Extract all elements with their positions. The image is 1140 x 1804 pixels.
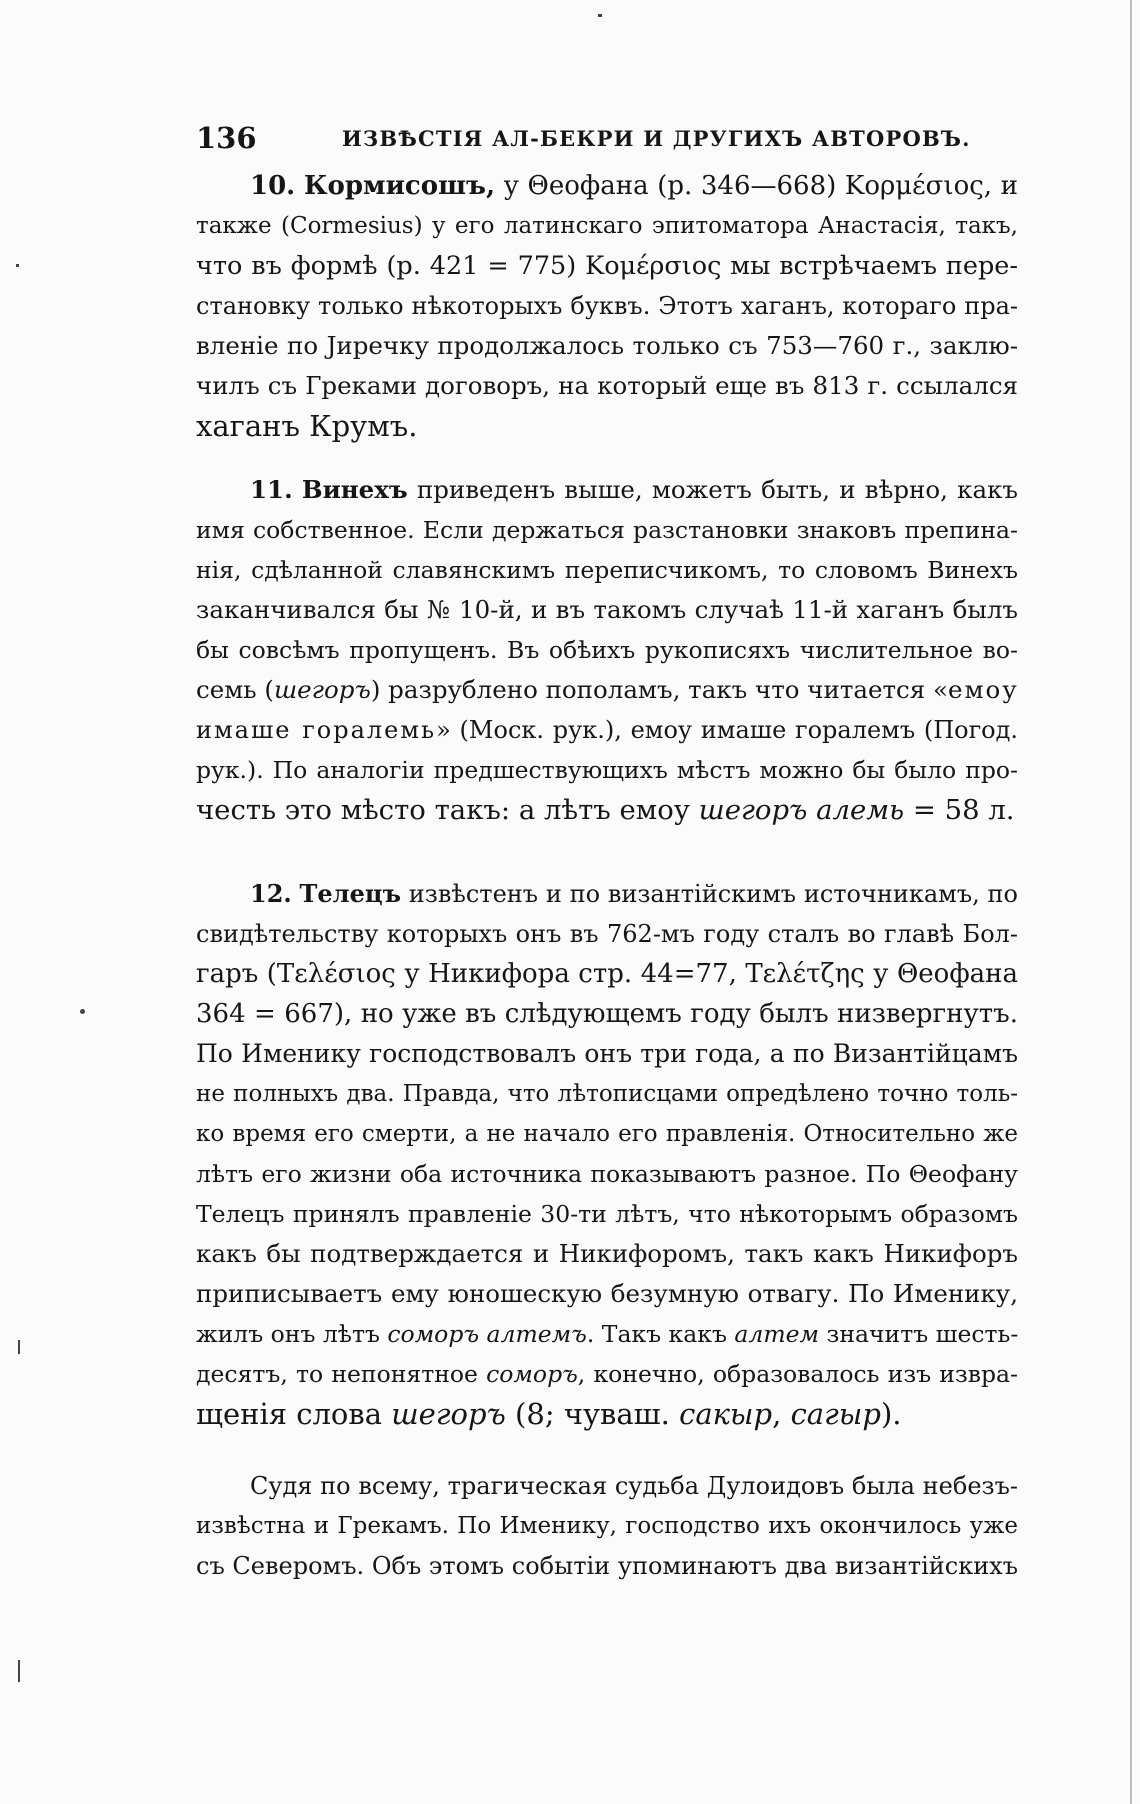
slavonic-word: шегоръ алемь	[698, 794, 905, 826]
paragraph-13-line: извѣстна и Грекамъ. По Именику, господство ихъ окончилось уже	[196, 1513, 1018, 1539]
paragraph-10-line: что въ формѣ (р. 421 = 775) Κομέρσιος мы встрѣчаемъ пере-	[196, 251, 1018, 281]
paragraph-13-line: Судя по всему, трагическая судьба Дулоидовъ была небезъ-	[250, 1472, 1018, 1500]
paragraph-11-line: нія, сдѣланной славянскимъ переписчикомъ, то словомъ Винехъ	[196, 556, 1018, 584]
paragraph-12-line: какъ бы подтверждается и Никифоромъ, такъ какъ Никифоръ	[196, 1239, 1018, 1268]
paragraph-10-line: чилъ съ Греками договоръ, на который еще въ 813 г. ссылался	[196, 371, 1018, 400]
paragraph-12-line: 364 = 667), но уже въ слѣдующемъ году былъ низвергнутъ.	[196, 999, 1018, 1029]
paragraph-12-line: лѣтъ его жизни оба источника показываютъ разное. По Θеофану	[196, 1160, 1018, 1188]
paragraph-12-line: По Именику господствовалъ онъ три года, а по Византійцамъ	[196, 1039, 1018, 1068]
paragraph-11-line: рук.). По аналогіи предшествующихъ мѣстъ можно бы было про-	[196, 756, 1018, 784]
paragraph-12-line: жилъ онъ лѣтъ соморъ алтемъ. Такъ какъ алтем значитъ шесть-	[196, 1320, 1019, 1348]
paragraph-12-name: Телецъ	[299, 879, 402, 908]
paragraph-12-number: 12.	[250, 879, 292, 908]
paragraph-12-line: приписываетъ ему юношескую безумную отвагу. По Именику,	[196, 1279, 1018, 1308]
scan-speck	[80, 1009, 85, 1014]
paragraph-11-line: заканчивался бы № 10-й, и въ такомъ случаѣ 11-й хаганъ былъ	[196, 595, 1018, 624]
paragraph-11-line: семь (шегоръ) разрублено пополамъ, такъ что читается «емоу	[196, 675, 1019, 704]
chuvash-word: сакыр	[679, 1397, 773, 1431]
paragraph-12-line: десятъ, то непонятное соморъ, конечно, образовалось изъ извра-	[196, 1360, 1018, 1388]
page-number: 136	[196, 121, 257, 155]
chuvash-word: сагыр	[790, 1397, 881, 1431]
paragraph-13-line: съ Северомъ. Объ этомъ событіи упоминаютъ два византійскихъ	[196, 1552, 1018, 1580]
paragraph-11-line: честь это мѣсто такъ: а лѣтъ емоу шегоръ алемь = 58 л.	[196, 794, 1015, 826]
paragraph-10-line: 10. Кормисошъ, у Θеофана (р. 346—668) Κορμέσιος, и	[250, 171, 1019, 201]
paragraph-11-line: бы совсѣмъ пропущенъ. Въ обѣихъ рукописяхъ числительное во-	[196, 636, 1018, 664]
slavonic-word: алтем	[734, 1320, 820, 1348]
paragraph-11-line: имя собственное. Если держаться разстановки знаковъ препина-	[196, 516, 1018, 544]
paragraph-12-line: ко время его смерти, а не начало его правленія. Относительно же	[196, 1121, 1018, 1147]
paragraph-11-number: 11.	[250, 475, 293, 504]
slavonic-word: соморъ	[486, 1360, 578, 1388]
paragraph-11-name: Винехъ	[301, 475, 408, 504]
paragraph-12-line: 12. Телецъ извѣстенъ и по византійскимъ источникамъ, по	[250, 879, 1018, 908]
slavonic-word: шегоръ	[391, 1397, 506, 1431]
paragraph-12-line: гаръ (Τελέσιος у Никифора стр. 44=77, Τελέτζης у Θеофана	[196, 959, 1018, 989]
paragraph-10-line: хаганъ Крумъ.	[196, 409, 418, 443]
running-title: ИЗВѢСТІЯ АЛ-БЕКРИ И ДРУГИХЪ АВТОРОВЪ.	[342, 125, 971, 151]
scan-speck	[598, 14, 602, 17]
slavonic-word: шегоръ	[273, 675, 371, 704]
slavonic-word: емоу	[948, 675, 1019, 704]
paragraph-10-line: также (Cormesius) у его латинскаго эпитоматора Анастасія, такъ,	[196, 213, 1018, 239]
scan-speck	[16, 264, 19, 267]
paragraph-11-line: имаше горалемь» (Моск. рук.), емоу имаше горалемъ (Погод.	[196, 716, 1019, 744]
paragraph-10-number: 10.	[250, 171, 296, 201]
paragraph-12-line: щенія слова шегоръ (8; чуваш. сакыр, сагыр).	[196, 1397, 902, 1431]
paragraph-10-line: вленіе по Јиречку продолжалось только съ 753—760 г., заклю-	[196, 331, 1018, 360]
page-header	[196, 118, 1020, 158]
scan-speck	[18, 1340, 20, 1354]
scan-speck	[18, 1660, 20, 1682]
paragraph-12-line: не полныхъ два. Правда, что лѣтописцами опредѣлено точно толь-	[196, 1081, 1018, 1107]
slavonic-word: соморъ алтемъ	[387, 1320, 587, 1348]
paragraph-10-name: Кормисошъ,	[303, 171, 496, 201]
paragraph-12-line: Телецъ принялъ правленіе 30-ти лѣтъ, что нѣкоторымъ образомъ	[196, 1200, 1018, 1228]
slavonic-word: имаше горалемь	[196, 716, 437, 744]
paragraph-10-line: становку только нѣкоторыхъ буквъ. Этотъ хаганъ, котораго пра-	[196, 292, 1018, 320]
paragraph-11-line: 11. Винехъ приведенъ выше, можетъ быть, и вѣрно, какъ	[250, 475, 1018, 504]
page-edge-shadow	[1130, 0, 1132, 1804]
paragraph-12-line: свидѣтельству которыхъ онъ въ 762-мъ году сталъ во главѣ Бол-	[196, 920, 1018, 948]
